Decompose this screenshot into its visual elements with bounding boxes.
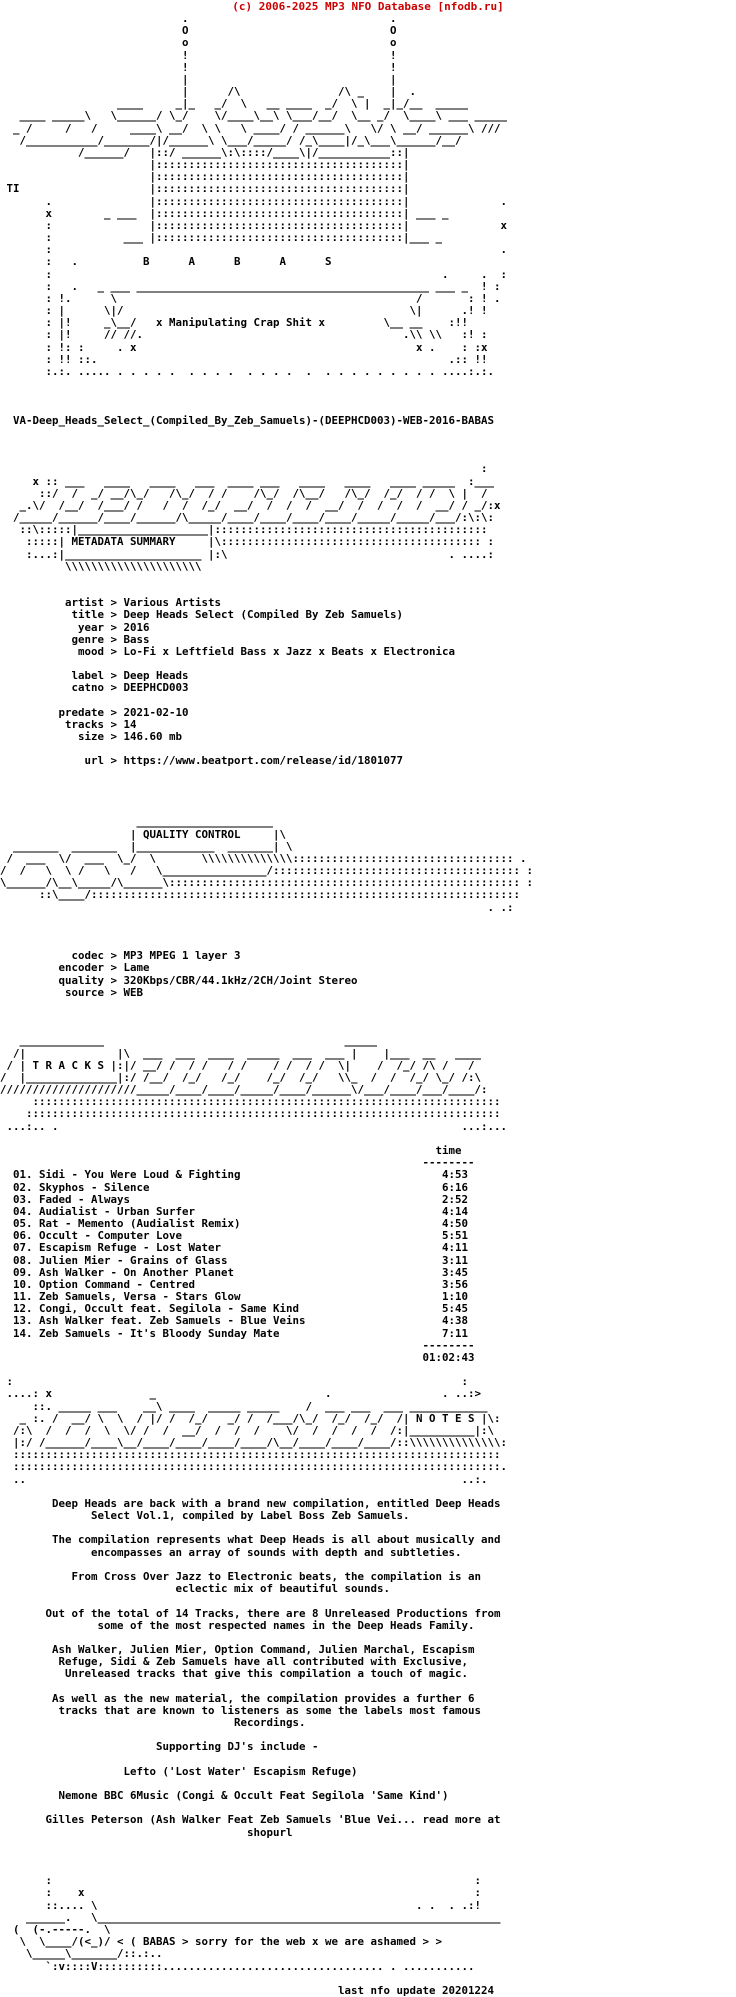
nfo-line: / |______________|:/ /__/ /_/ /_/ /_/ /_/ \\_ / / /_/ \_/ /:\ bbox=[0, 1070, 482, 1084]
nfo-line: 01:02:43 bbox=[0, 1350, 475, 1364]
nfo-line: tracks > 14 bbox=[0, 717, 137, 731]
nfo-line: Select Vol.1, compiled by Label Boss Zeb Samuels. bbox=[0, 1509, 410, 1523]
nfo-line: codec > MP3 MPEG 1 layer 3 bbox=[0, 949, 241, 963]
nfo-line: ::/ / _/ __/\_/ /\_/ / / /\_/ /\__/ /\_/ /_/ / / \ | / bbox=[0, 486, 501, 500]
nfo-line: 12. Congi, Occult feat. Segilola - Same Kind 5:45 bbox=[0, 1302, 469, 1316]
nfo-line: : !. \ / : ! . bbox=[0, 291, 501, 305]
nfo-line bbox=[0, 926, 533, 938]
nfo-line: ::. _____ ___ __\ ____ _____ _____ / ___ ___ ___ ____________ bbox=[0, 1399, 488, 1413]
nfo-line: Nemone BBC 6Music (Congi & Occult Feat Segilola 'Same Kind') bbox=[0, 1789, 449, 1803]
nfo-line: 10. Option Command - Centred 3:56 bbox=[0, 1277, 469, 1291]
nfo-line: ::::::::::::::::::::::::::::::::::::::::::::::::::::::::::::::::::::::::: bbox=[0, 1107, 501, 1121]
nfo-line: predate > 2021-02-10 bbox=[0, 705, 189, 719]
nfo-line: /_____/______/____/______/\_____/____/____/____/____/_____/_____/___/:\:\: bbox=[0, 511, 495, 525]
nfo-line: source > WEB bbox=[0, 985, 144, 999]
nfo-line: : |! _\__/ x Manipulating Crap Shit x \__ __ :!! bbox=[0, 316, 475, 330]
nfo-line: mood > Lo-Fi x Leftfield Bass x Jazz x Beats x Electronica bbox=[0, 644, 456, 658]
nfo-line bbox=[0, 768, 533, 780]
nfo-line: Deep Heads are back with a brand new compilation, entitled Deep Heads bbox=[0, 1496, 501, 1510]
nfo-line: TI |::::::::::::::::::::::::::::::::::::::| bbox=[0, 182, 410, 196]
nfo-line: 08. Julien Mier - Grains of Glass 3:11 bbox=[0, 1253, 469, 1267]
nfo-line: x _ ___ |::::::::::::::::::::::::::::::::::::::| ___ _ bbox=[0, 206, 495, 220]
nfo-line: \\\\\\\\\\\\\\\\\\\\\ bbox=[0, 559, 202, 573]
nfo-ascii-document bbox=[0, 13, 533, 1997]
nfo-line bbox=[0, 1839, 533, 1851]
nfo-line: Lefto ('Lost Water' Escapism Refuge) bbox=[0, 1764, 358, 1778]
nfo-line: `:v::::V::::::::::.................................. . ........... bbox=[0, 1959, 475, 1973]
nfo-line: _____________________ bbox=[0, 815, 274, 829]
nfo-line: title > Deep Heads Select (Compiled By Zeb Samuels) bbox=[0, 608, 404, 622]
nfo-line: .. ..:. bbox=[0, 1472, 488, 1486]
nfo-line: : bbox=[0, 462, 488, 476]
nfo-line: last nfo update 20201224 bbox=[0, 1983, 495, 1997]
nfo-line: genre > Bass bbox=[0, 632, 150, 646]
nfo-line: -------- bbox=[0, 1156, 475, 1170]
nfo-line: /___________/_______/|/______\ \___/_____/ /_\____|/_\___\______/__/ bbox=[0, 133, 475, 147]
nfo-line bbox=[0, 403, 533, 415]
nfo-line bbox=[0, 914, 533, 926]
nfo-line bbox=[0, 1011, 533, 1023]
nfo-line: encompasses an array of sounds with depth and subtleties. bbox=[0, 1545, 462, 1559]
nfo-line: ( (-.-----. \ bbox=[0, 1922, 469, 1936]
nfo-line: encoder > Lame bbox=[0, 961, 150, 975]
nfo-line: label > Deep Heads bbox=[0, 669, 189, 683]
nfo-line: : . . : bbox=[0, 267, 508, 281]
nfo-line: : ___ |::::::::::::::::::::::::::::::::::::::|___ _ bbox=[0, 231, 443, 245]
nfo-line: _______ _______ |____________ _______| \ bbox=[0, 839, 293, 853]
nfo-line bbox=[0, 439, 533, 451]
nfo-line: As well as the new material, the compilation provides a further 6 bbox=[0, 1691, 475, 1705]
nfo-line bbox=[0, 390, 533, 402]
nfo-line: \_____\_______/::.:.. bbox=[0, 1947, 163, 1961]
nfo-line: \ \____/(<_)/ < ( BABAS > sorry for the web x we are ashamed > > bbox=[0, 1935, 443, 1949]
nfo-line bbox=[0, 1754, 533, 1766]
nfo-line: / / \ \ / \ / \________________/:::::::::::::::::::::::::::::::::::::: : bbox=[0, 864, 534, 878]
nfo-line: /////////////////////_____/____/____/_____/____/______\/___/____/___/____/: bbox=[0, 1083, 488, 1097]
nfo-line: ! ! bbox=[0, 60, 397, 74]
nfo-line bbox=[0, 1595, 533, 1607]
nfo-line: Refuge, Sidi & Zeb Samuels have all contributed with Exclusive, bbox=[0, 1655, 469, 1669]
nfo-line: : |! // //. .\\ \\ :! : bbox=[0, 328, 488, 342]
nfo-line: time bbox=[0, 1143, 462, 1157]
nfo-line bbox=[0, 427, 533, 439]
nfo-line: |::::::::::::::::::::::::::::::::::::::| bbox=[0, 170, 410, 184]
nfo-line: _.\/ /__/ /___/ / / / /_/ __/ / / / __/ / / / / __/ / _/:x bbox=[0, 498, 501, 512]
nfo-line: url > https://www.beatport.com/release/id/1801077 bbox=[0, 754, 404, 768]
nfo-line: . . bbox=[0, 12, 397, 25]
nfo-line: ____ _____\ \______/ \_/ \/____\__\ \___/__/ \__ _/ \____\ ___ _____ bbox=[0, 109, 508, 123]
nfo-line: o o bbox=[0, 36, 397, 50]
nfo-line: / ___ \/ ___ \_/ \ \\\\\\\\\\\\\\:::::::::::::::::::::::::::::::::: . bbox=[0, 851, 527, 865]
nfo-line: /______/ |::/ ______\:\::::/____\|/___________::| bbox=[0, 145, 430, 159]
nfo-line: 14. Zeb Samuels - It's Bloody Sunday Mate 7:11 bbox=[0, 1326, 469, 1340]
nfo-line: . |::::::::::::::::::::::::::::::::::::::| . bbox=[0, 194, 508, 208]
nfo-line: -------- bbox=[0, 1338, 475, 1352]
nfo-line: VA-Deep_Heads_Select_(Compiled_By_Zeb_Samuels)-(DEEPHCD003)-WEB-2016-BABAS bbox=[0, 413, 495, 427]
nfo-line: / | T R A C K S |:|/ __/ / / / / / / / / / \| / /_/ /\ / / bbox=[0, 1058, 482, 1072]
nfo-line: : . bbox=[0, 243, 508, 257]
nfo-line: From Cross Over Jazz to Electronic beats, the compilation is an bbox=[0, 1570, 482, 1583]
nfo-line: :.:. ..... . . . . . . . . . . . . . . . . . . . . . . . ....:.:. bbox=[0, 364, 495, 378]
nfo-line bbox=[0, 999, 533, 1011]
nfo-line: Recordings. bbox=[0, 1716, 306, 1730]
nfo-line: 13. Ash Walker feat. Zeb Samuels - Blue Veins 4:38 bbox=[0, 1314, 469, 1328]
nfo-line: :::::::::::::::::::::::::::::::::::::::::::::::::::::::::::::::::::::::::::. bbox=[0, 1460, 508, 1474]
nfo-line: | QUALITY CONTROL |\ bbox=[0, 827, 287, 841]
nfo-line: 06. Occult - Computer Love 5:51 bbox=[0, 1229, 469, 1243]
nfo-line: year > 2016 bbox=[0, 620, 150, 634]
nfo-line: artist > Various Artists bbox=[0, 596, 222, 610]
nfo-line bbox=[0, 1681, 533, 1693]
nfo-line: catno > DEEPHCD003 bbox=[0, 681, 189, 695]
nfo-line: : . _ ___ _____________________________________________ ___ _ ! : bbox=[0, 279, 501, 293]
nfo-line: _____________ _____ bbox=[0, 1034, 378, 1048]
nfo-line: \______/\__\_____/\______\:::::::::::::::::::::::::::::::::::::::::::::::::::::: : bbox=[0, 876, 534, 890]
nfo-line: x :: ___ ____ ____ ___ ____ ___ ____ ____ ____ _____ :___ bbox=[0, 474, 501, 488]
nfo-line: 03. Faded - Always 2:52 bbox=[0, 1192, 469, 1206]
nfo-line: : !! ::. .:: !! bbox=[0, 352, 488, 366]
nfo-line bbox=[0, 695, 533, 707]
nfo-line: /:\ / / / \ \/ / / __/ / / / \/ / / / / /:|__________|:\ bbox=[0, 1423, 495, 1437]
nfo-line: 05. Rat - Memento (Audialist Remix) 4:50 bbox=[0, 1217, 469, 1231]
nfo-line: :::::| METADATA SUMMARY |\:::::::::::::::::::::::::::::::::::::::: : bbox=[0, 535, 495, 549]
nfo-line: ::.... \ . . . .:! bbox=[0, 1898, 482, 1912]
nfo-line: : |::::::::::::::::::::::::::::::::::::::| x bbox=[0, 218, 508, 232]
nfo-line: ::\:::::|____________________|:::::::::::::::::::::::::::::::::::::::::: bbox=[0, 523, 488, 537]
nfo-line bbox=[0, 573, 533, 585]
nfo-line: : : bbox=[0, 1375, 469, 1389]
nfo-line: some of the most respected names in the Deep Heads Family. bbox=[0, 1618, 475, 1632]
nfo-line: The compilation represents what Deep Heads is all about musically and bbox=[0, 1533, 501, 1547]
nfo-line bbox=[0, 378, 533, 390]
nfo-line: : : bbox=[0, 1874, 482, 1888]
nfo-line: shopurl bbox=[0, 1825, 293, 1839]
nfo-line: Gilles Peterson (Ash Walker Feat Zeb Samuels 'Blue Vei... read more at bbox=[0, 1813, 501, 1827]
nfo-line: | /\ /\ _ | . bbox=[0, 85, 417, 99]
nfo-line: eclectic mix of beautiful sounds. bbox=[0, 1582, 391, 1596]
nfo-line: 07. Escapism Refuge - Lost Water 4:11 bbox=[0, 1241, 469, 1255]
nfo-line: size > 146.60 mb bbox=[0, 730, 183, 744]
nfo-line: :...:|_____________________ |:\ . ....: bbox=[0, 547, 495, 561]
nfo-line: 02. Skyphos - Silence 6:16 bbox=[0, 1180, 469, 1194]
nfo-line bbox=[0, 792, 533, 804]
nfo-line: _ / / / ____\ __/ \ \ \ ____/ / ______\ \/ \ __/ ______\ /// bbox=[0, 121, 508, 135]
nfodb-copyright-header: (c) 2006-2025 MP3 NFO Database [nfodb.ru] bbox=[232, 0, 504, 13]
nfo-line: : x : bbox=[0, 1886, 482, 1900]
nfo-line: Ash Walker, Julien Mier, Option Command, Julien Marchal, Escapism bbox=[0, 1643, 475, 1657]
nfo-line: ____ _|_ _/ \ __ ____ _/ \ | _|_/__ _____ bbox=[0, 97, 469, 111]
nfo-line: ::::::::::::::::::::::::::::::::::::::::::::::::::::::::::::::::::::::::::: bbox=[0, 1448, 501, 1462]
nfo-line: ....: x _ . . ..:> bbox=[0, 1387, 482, 1401]
nfo-line: ::\____/:::::::::::::::::::::::::::::::::::::::::::::::::::::::::::::::::: bbox=[0, 888, 521, 902]
nfo-line: . .: bbox=[0, 900, 514, 914]
nfo-line: : . B A B A S bbox=[0, 255, 501, 269]
nfo-line: 04. Audialist - Urban Surfer 4:14 bbox=[0, 1204, 469, 1218]
nfo-line: 09. Ash Walker - On Another Planet 3:45 bbox=[0, 1265, 469, 1279]
nfo-line: 11. Zeb Samuels, Versa - Stars Glow 1:10 bbox=[0, 1290, 469, 1304]
nfo-line bbox=[0, 1851, 533, 1863]
nfo-line: O O bbox=[0, 24, 397, 38]
nfo-line: tracks that are known to listeners as some the labels most famous bbox=[0, 1703, 482, 1717]
nfo-line: :::::::::::::::::::::::::::::::::::::::::::::::::::::::::::::::::::::::: bbox=[0, 1095, 501, 1109]
nfo-line: Supporting DJ's include - bbox=[0, 1740, 319, 1754]
nfo-line: ! ! bbox=[0, 48, 397, 62]
nfo-line: quality > 320Kbps/CBR/44.1kHz/2CH/Joint Stereo bbox=[0, 973, 358, 987]
nfo-line: ...:.. . ...:... bbox=[0, 1119, 508, 1133]
nfo-line: | | bbox=[0, 72, 397, 86]
nfo-line: |::::::::::::::::::::::::::::::::::::::| bbox=[0, 158, 410, 172]
nfo-line: 01. Sidi - You Were Loud & Fighting 4:53 bbox=[0, 1168, 469, 1182]
nfo-line: Unreleased tracks that give this compilation a touch of magic. bbox=[0, 1667, 469, 1681]
nfo-line: _ :. / __/ \ \ / |/ / /_/ _/ / /___/\_/ /_/ /_/ /| N O T E S |\: bbox=[0, 1411, 501, 1425]
nfo-line bbox=[0, 780, 533, 792]
nfo-line: |:/ /______/____\__/____/____/____/____/\__/____/____/____/::\\\\\\\\\\\\\\: bbox=[0, 1436, 508, 1450]
nfo-line: : | \|/ \| .! ! bbox=[0, 304, 488, 318]
nfo-line bbox=[0, 1973, 533, 1985]
nfo-line: Out of the total of 14 Tracks, there are 8 Unreleased Productions from bbox=[0, 1606, 501, 1620]
nfo-line: : !: : . x x . : :x bbox=[0, 340, 488, 354]
nfo-line: /| |\ ___ ___ ____ _____ ___ ___ | |___ __ ____ bbox=[0, 1046, 488, 1060]
nfo-line: ______. \______________________________________________________________ bbox=[0, 1910, 501, 1924]
